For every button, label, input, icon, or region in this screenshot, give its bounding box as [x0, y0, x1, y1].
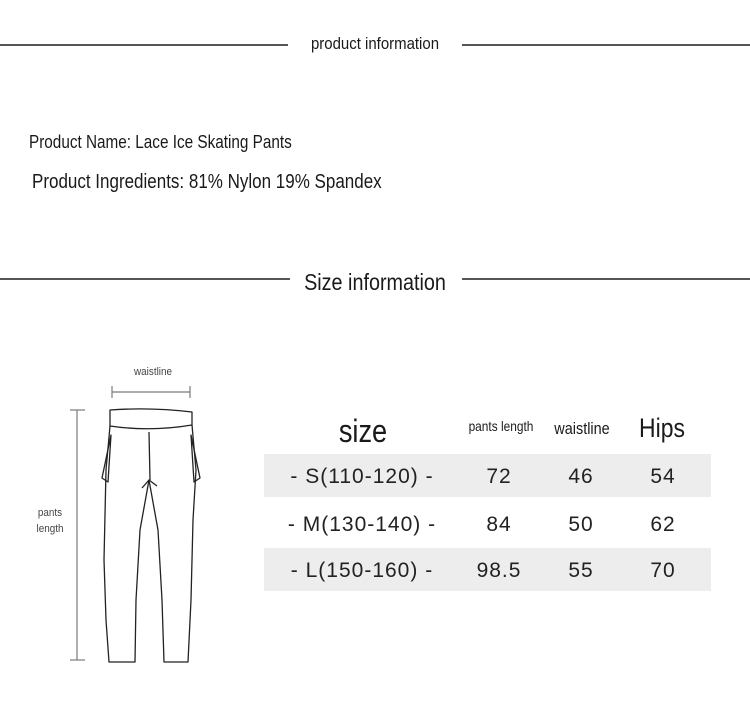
waistline-label: waistline: [134, 366, 172, 378]
section-title: product information: [310, 34, 440, 53]
hips-cell: 54: [650, 465, 676, 488]
product-name: Product Name: Lace Ice Skating Pants: [29, 132, 292, 152]
pants-length-label-line2: length: [36, 523, 64, 535]
size-cell: - S(110-120) -: [290, 465, 434, 488]
pants-outline: [102, 409, 200, 662]
pants-length-cell: 98.5: [476, 559, 522, 582]
table-row: [264, 454, 711, 497]
size-cell: - M(130-140) -: [287, 513, 437, 536]
table-row: [264, 502, 711, 545]
hips-cell: 62: [650, 513, 676, 536]
table-row: [264, 548, 711, 591]
pants-length-cell: 72: [486, 465, 512, 488]
waistline-cell: 46: [568, 465, 594, 488]
waistline-cell: 55: [568, 559, 594, 582]
hips-column-header: Hips: [639, 413, 685, 443]
size-cell: - L(150-160) -: [290, 559, 434, 582]
product-info-header: [0, 30, 750, 60]
pants-length-cell: 84: [486, 513, 512, 536]
pants-length-column-header: pants length: [468, 418, 534, 434]
section-title: Size information: [304, 269, 446, 295]
product-ingredients: Product Ingredients: 81% Nylon 19% Spandex: [32, 171, 382, 193]
waistline-cell: 50: [568, 513, 594, 536]
size-info-header: [0, 266, 750, 296]
pants-diagram: [60, 380, 220, 670]
waistline-column-header: waistline: [554, 419, 610, 438]
hips-cell: 70: [650, 559, 676, 582]
pants-length-label-line1: pants: [37, 507, 63, 519]
size-column-header: size: [338, 413, 388, 449]
